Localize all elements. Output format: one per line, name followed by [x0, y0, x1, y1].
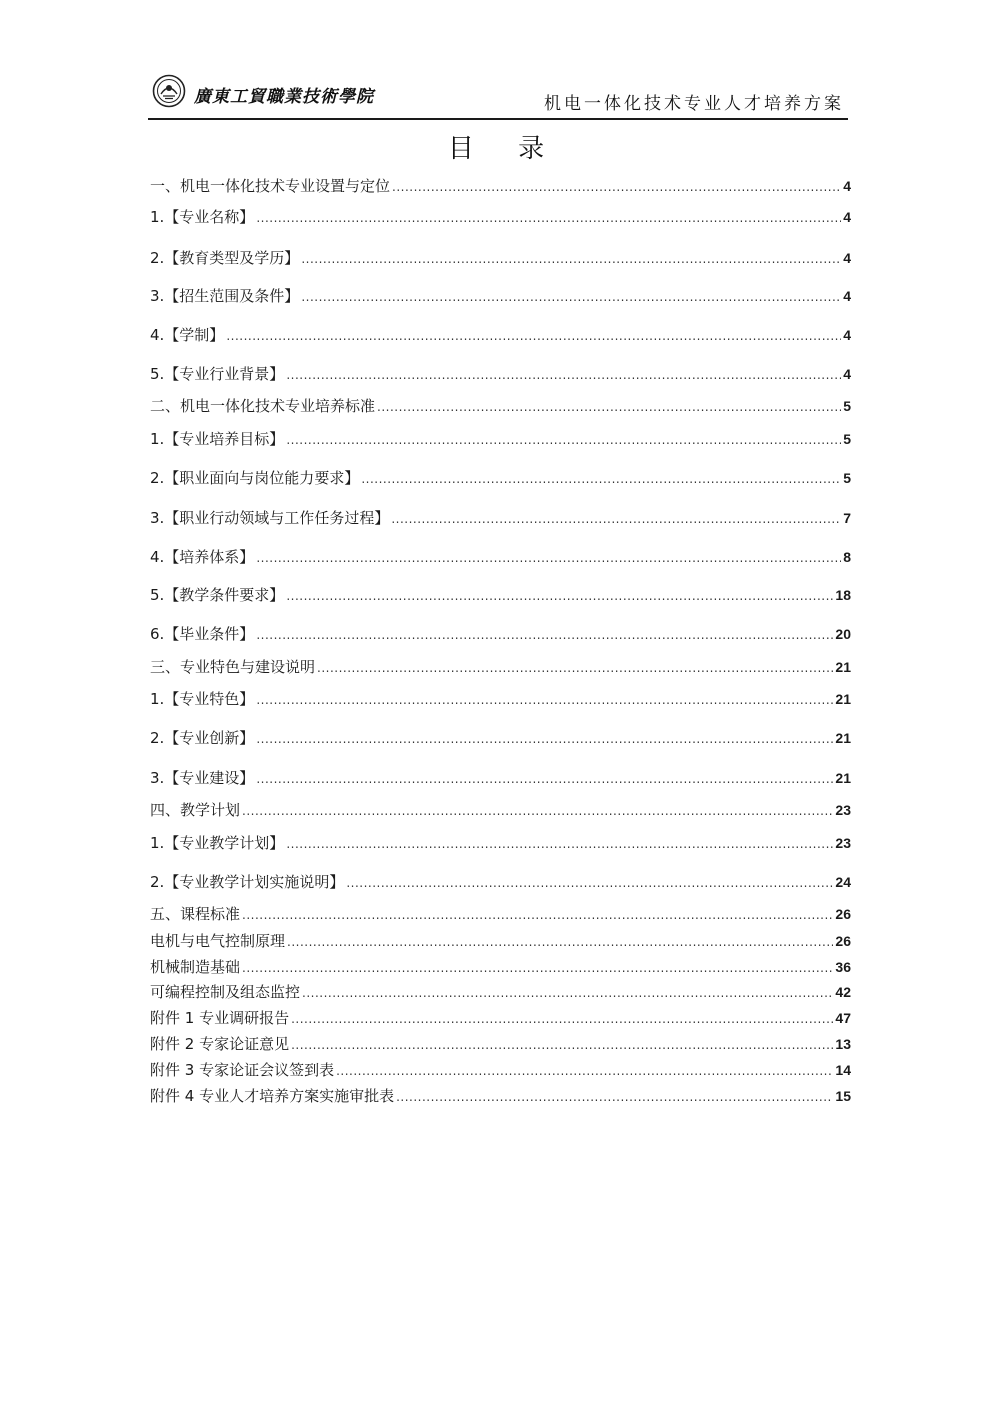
school-seal-icon	[152, 74, 186, 108]
toc-entry-page-number: 20	[835, 626, 851, 642]
toc-heading: 目 录	[447, 134, 563, 164]
toc-entry-page-number: 47	[835, 1010, 851, 1026]
toc-entry-label: 4.【学制】	[150, 326, 225, 344]
toc-entry-label: 2.【专业教学计划实施说明】	[150, 873, 345, 891]
dot-leader	[256, 208, 841, 228]
toc-entry-page-number: 18	[835, 587, 851, 603]
toc-entry-label: 附件 4 专业人才培养方案实施审批表	[150, 1087, 395, 1105]
toc-entry-page-number: 4	[843, 250, 851, 266]
toc-entry-page-number: 21	[835, 770, 851, 786]
dot-leader	[346, 873, 833, 893]
toc-entry[interactable]	[150, 904, 851, 924]
toc-entry[interactable]	[150, 1034, 851, 1054]
toc-entry-label: 电机与电气控制原理	[150, 932, 286, 950]
dot-leader	[291, 1009, 833, 1029]
toc-entry-page-number: 4	[843, 288, 851, 304]
toc-entry-label: 一、机电一体化技术专业设置与定位	[150, 177, 391, 195]
toc-entry-label: 二、机电一体化技术专业培养标准	[150, 397, 376, 415]
toc-entry-page-number: 21	[835, 691, 851, 707]
toc-entry[interactable]	[150, 1086, 851, 1106]
dot-leader	[256, 548, 841, 568]
toc-entry-label: 3.【专业建设】	[150, 769, 255, 787]
dot-leader	[301, 287, 841, 307]
toc-entry[interactable]	[150, 585, 851, 605]
dot-leader	[317, 658, 833, 678]
dot-leader	[287, 932, 833, 952]
dot-leader	[286, 586, 833, 606]
dot-leader	[242, 801, 833, 821]
toc-entry-label: 三、专业特色与建设说明	[150, 658, 316, 676]
toc-entry[interactable]	[150, 982, 851, 1002]
toc-entry-page-number: 15	[835, 1088, 851, 1104]
toc-entry-page-number: 23	[835, 835, 851, 851]
toc-entry-label: 3.【招生范围及条件】	[150, 287, 300, 305]
toc-entry-page-number: 5	[843, 398, 851, 414]
toc-entry[interactable]	[150, 364, 851, 384]
toc-entry-page-number: 26	[835, 906, 851, 922]
dot-leader	[256, 729, 833, 749]
toc-entry-page-number: 8	[843, 549, 851, 565]
toc-entry-label: 附件 2 专家论证意见	[150, 1035, 290, 1053]
toc-entry-label: 3.【职业行动领域与工作任务过程】	[150, 509, 390, 527]
toc-entry[interactable]	[150, 286, 851, 306]
toc-entry-label: 1.【专业培养目标】	[150, 430, 285, 448]
toc-entry[interactable]	[150, 207, 851, 227]
toc-entry-label: 2.【教育类型及学历】	[150, 249, 300, 267]
toc-entry-page-number: 42	[835, 984, 851, 1000]
toc-entry[interactable]	[150, 176, 851, 196]
toc-entry-label: 2.【职业面向与岗位能力要求】	[150, 469, 360, 487]
dot-leader	[301, 249, 841, 269]
toc-entry[interactable]	[150, 728, 851, 748]
toc-entry-label: 1.【专业名称】	[150, 208, 255, 226]
toc-entry[interactable]	[150, 429, 851, 449]
toc-entry-label: 2.【专业创新】	[150, 729, 255, 747]
toc-entry-page-number: 23	[835, 802, 851, 818]
toc-entry[interactable]	[150, 872, 851, 892]
toc-entry-label: 6.【毕业条件】	[150, 625, 255, 643]
toc-entry-label: 机械制造基础	[150, 958, 241, 976]
dot-leader	[392, 177, 841, 197]
toc-entry-page-number: 24	[835, 874, 851, 890]
dot-leader	[377, 397, 841, 417]
toc-entry-page-number: 13	[835, 1036, 851, 1052]
dot-leader	[336, 1061, 833, 1081]
page-header	[148, 68, 848, 120]
dot-leader	[286, 430, 841, 450]
toc-entry[interactable]	[150, 931, 851, 951]
toc-entry-label: 1.【专业特色】	[150, 690, 255, 708]
toc-entry[interactable]	[150, 624, 851, 644]
dot-leader	[256, 625, 833, 645]
toc-entry-page-number: 26	[835, 933, 851, 949]
school-name: 廣東工貿職業技術學院	[194, 87, 374, 107]
dot-leader	[256, 769, 833, 789]
toc-entry-page-number: 21	[835, 659, 851, 675]
dot-leader	[242, 905, 833, 925]
dot-leader	[361, 469, 841, 489]
dot-leader	[256, 690, 833, 710]
toc-entry[interactable]	[150, 833, 851, 853]
toc-entry-label: 5.【教学条件要求】	[150, 586, 285, 604]
dot-leader	[391, 509, 841, 529]
dot-leader	[302, 983, 833, 1003]
dot-leader	[242, 958, 833, 978]
dot-leader	[291, 1035, 833, 1055]
toc-entry-page-number: 4	[843, 209, 851, 225]
toc-entry[interactable]	[150, 689, 851, 709]
toc-entry-page-number: 21	[835, 730, 851, 746]
toc-entry-label: 四、教学计划	[150, 801, 241, 819]
toc-entry[interactable]	[150, 957, 851, 977]
toc-entry-label: 1.【专业教学计划】	[150, 834, 285, 852]
toc-entry[interactable]	[150, 508, 851, 528]
toc-entry[interactable]	[150, 657, 851, 677]
toc-entry-page-number: 14	[835, 1062, 851, 1078]
toc-entry-label: 可编程控制及组态监控	[150, 983, 301, 1001]
dot-leader	[226, 326, 841, 346]
toc-entry[interactable]	[150, 547, 851, 567]
toc-entry-page-number: 5	[843, 470, 851, 486]
toc-entry-label: 五、课程标准	[150, 905, 241, 923]
toc-entry[interactable]	[150, 248, 851, 268]
toc-entry[interactable]	[150, 396, 851, 416]
toc-entry-page-number: 4	[843, 366, 851, 382]
toc-entry[interactable]	[150, 1008, 851, 1028]
toc-entry-label: 4.【培养体系】	[150, 548, 255, 566]
toc-entry[interactable]	[150, 768, 851, 788]
toc-entry[interactable]	[150, 325, 851, 345]
toc-entry-label: 5.【专业行业背景】	[150, 365, 285, 383]
toc-entry[interactable]	[150, 800, 851, 820]
toc-entry-label: 附件 3 专家论证会议签到表	[150, 1061, 335, 1079]
toc-entry-page-number: 4	[843, 327, 851, 343]
dot-leader	[286, 365, 841, 385]
toc-entry-page-number: 4	[843, 178, 851, 194]
toc-entry-label: 附件 1 专业调研报告	[150, 1009, 290, 1027]
dot-leader	[286, 834, 833, 854]
toc-entry-page-number: 36	[835, 959, 851, 975]
dot-leader	[396, 1087, 833, 1107]
document-title: 机电一体化技术专业人才培养方案	[544, 94, 844, 114]
toc-entry-page-number: 5	[843, 431, 851, 447]
toc-entry[interactable]	[150, 1060, 851, 1080]
toc-entry[interactable]	[150, 468, 851, 488]
toc-entry-page-number: 7	[843, 510, 851, 526]
